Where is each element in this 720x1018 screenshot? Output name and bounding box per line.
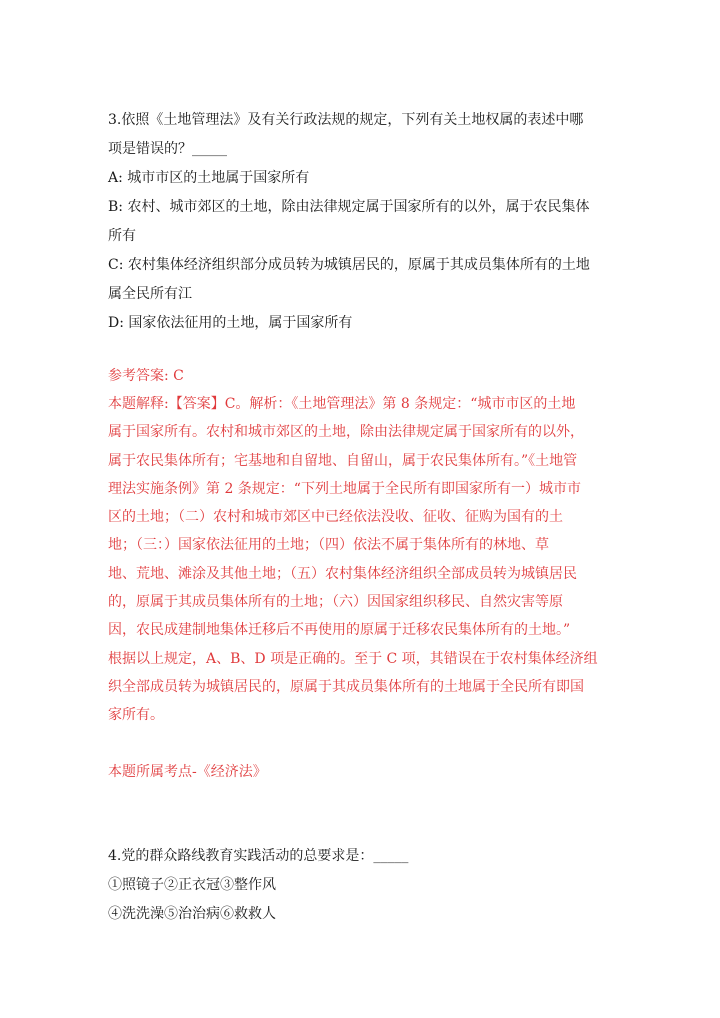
explanation-line: 地、荒地、滩涂及其他土地；（五）农村集体经济组织全部成员转为城镇居民 bbox=[108, 565, 577, 582]
question-3-option-a: A: 城市市区的土地属于国家所有 bbox=[108, 170, 310, 186]
knowledge-point-3 bbox=[108, 758, 616, 787]
explanation-line: 的，原属于其成员集体所有的土地；（六）因国家组织移民、自然灾害等原 bbox=[108, 594, 563, 611]
answer-3 bbox=[108, 362, 616, 391]
explanation-line: 属于国家所有。农村和城市郊区的土地，除由法律规定属于国家所有的以外， bbox=[108, 424, 584, 441]
explanation-line: 本题解释:【答案】C。解析：《土地管理法》第 8 条规定：“城市市区的土地 bbox=[108, 396, 576, 412]
explanation-line: 区的土地；（二）农村和城市郊区中已经依法没收、征收、征购为国有的土 bbox=[108, 509, 563, 526]
question-3 bbox=[108, 106, 616, 338]
explanation-line: 织全部成员转为城镇居民的，原属于其成员集体所有的土地属于全民所有即国 bbox=[108, 678, 584, 695]
question-3-option-b-line-2: 所有 bbox=[108, 228, 136, 244]
question-4-items-line-1: ①照镜子②正衣冠③整作风 bbox=[108, 877, 276, 893]
reference-answer: 参考答案: C bbox=[108, 368, 184, 384]
question-3-stem-line-1: 3.依照《土地管理法》及有关行政法规的规定，下列有关土地权属的表述中哪 bbox=[108, 112, 584, 128]
explanation-line: 地；（三：）国家依法征用的土地；（四）依法不属于集体所有的林地、草 bbox=[108, 537, 549, 554]
question-3-stem-line-2: 项是错误的？_____ bbox=[108, 141, 227, 157]
question-4-items-line-2: ④洗洗澡⑤治治病⑥救救人 bbox=[108, 906, 276, 922]
explanation-3 bbox=[108, 390, 616, 730]
explanation-line: 属于农民集体所有；宅基地和自留地、自留山，属于农民集体所有。”《土地管 bbox=[108, 452, 578, 469]
question-3-option-d: D: 国家依法征用的土地，属于国家所有 bbox=[108, 315, 353, 331]
explanation-line: 理法实施条例》第 2 条规定：“下列土地属于全民所有即国家所有一）城市市 bbox=[108, 480, 581, 497]
explanation-line: 家所有。 bbox=[108, 707, 164, 724]
explanation-line: 因，农民成建制地集体迁移后不再使用的原属于迁移农民集体所有的土地。” bbox=[108, 622, 571, 639]
knowledge-point: 本题所属考点-《经济法》 bbox=[108, 764, 267, 780]
question-3-option-c-line-1: C: 农村集体经济组织部分成员转为城镇居民的，原属于其成员集体所有的土地 bbox=[108, 257, 590, 273]
question-3-option-c-line-2: 属全民所有江 bbox=[108, 286, 192, 302]
explanation-line: 根据以上规定，A、B、D 项是正确的。至于 C 项，其错误在于农村集体经济组 bbox=[108, 650, 598, 667]
question-4-stem: 4.党的群众路线教育实践活动的总要求是：_____ bbox=[108, 848, 409, 864]
question-3-option-b-line-1: B: 农村、城市郊区的土地，除由法律规定属于国家所有的以外，属于农民集体 bbox=[108, 199, 590, 215]
question-4 bbox=[108, 842, 616, 929]
